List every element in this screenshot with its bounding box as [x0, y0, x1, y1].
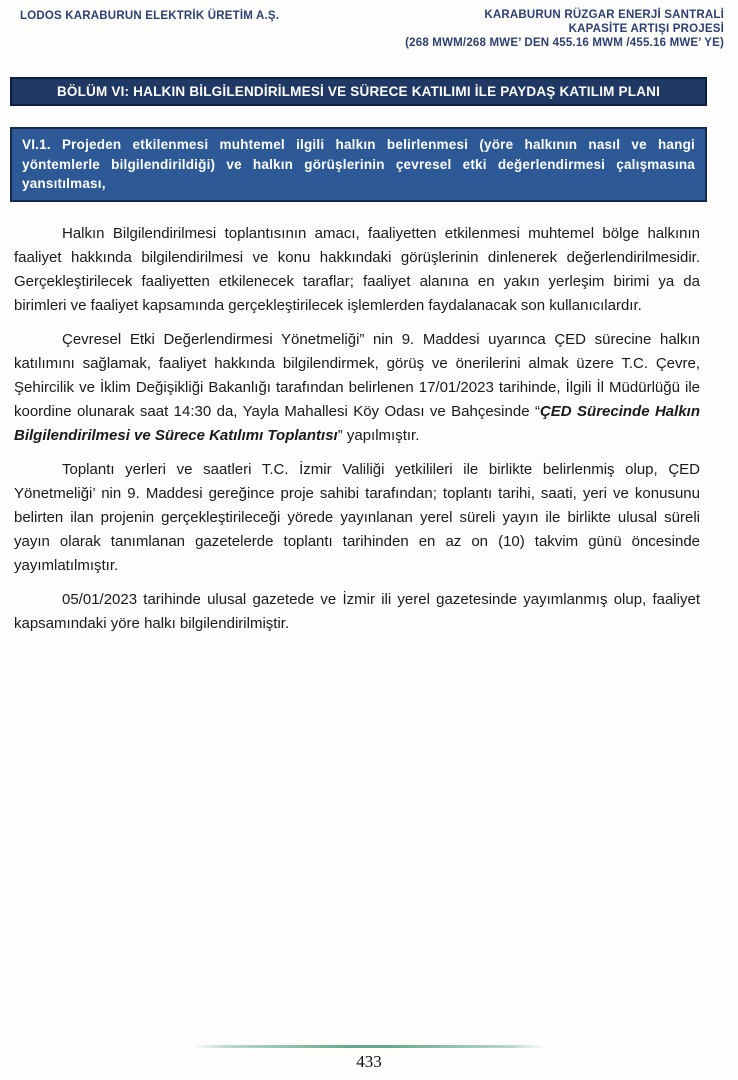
section-heading: VI.1. Projeden etkilenmesi muhtemel ilgili halkın belirlenmesi (yöre halkının nasıl ve hangi yöntemlerle bilgilendirildiği) ve halkın görüşlerinin çevresel etki değerlendirmesi çalışmasına yansıtılması,	[10, 127, 707, 202]
paragraph-2-closing: ” yapılmıştır.	[337, 426, 420, 444]
footer-divider-line	[193, 1045, 545, 1048]
header-project-line-3: (268 MWM/268 MWE’ DEN 455.16 MWM /455.16 MWE’ YE)	[405, 37, 724, 49]
header-project-line-1: KARABURUN RÜZGAR ENERJİ SANTRALİ	[484, 9, 724, 21]
paragraph-1: Halkın Bilgilendirilmesi toplantısının amacı, faaliyetten etkilenmesi muhtemel bölge halkının faaliyet hakkında bilgilendirilmesi ve konu hakkındaki görüşlerinin dinlenerek değerlendirilmesidir. Gerçekleştirilecek faaliyetten etkilenecek taraflar; faaliyet alanına en yakın yerleşim birimi ya da birimleri ve faaliyet kapsamında gerçekleştirilecek işlemlerden faydalanacak son kullanıcılardır.	[14, 224, 700, 314]
header-project-title	[405, 8, 724, 50]
paragraph-4: 05/01/2023 tarihinde ulusal gazetede ve İzmir ili yerel gazetesinde yayımlanmış olup, faaliyet kapsamındaki yöre halkı bilgilendirilmiştir.	[14, 590, 700, 632]
paragraph-2	[14, 328, 700, 448]
page-footer	[0, 1045, 738, 1072]
paragraph-2-text: Çevresel Etki Değerlendirmesi Yönetmeliği” nin 9. Maddesi uyarınca ÇED sürecine halkın katılımını sağlamak, faaliyet hakkında bilgilendirmek, görüş ve önerilerini almak üzere T.C. Çevre, Şehircilik ve İklim Değişikliği Bakanlığı tarafından belirlenen 17/01/2023 tarihinde, İlgili İl Müdürlüğü ile koordine olunarak saat 14:30 da, Yayla Mahallesi Köy Odası ve Bahçesinde “	[14, 330, 700, 420]
chapter-title-banner: BÖLÜM VI: HALKIN BİLGİLENDİRİLMESİ VE SÜRECE KATILIMI İLE PAYDAŞ KATILIM PLANI	[10, 77, 707, 106]
running-header	[0, 0, 738, 50]
header-company-name: LODOS KARABURUN ELEKTRİK ÜRETİM A.Ş.	[20, 10, 280, 22]
body-content	[0, 222, 738, 636]
paragraph-3: Toplantı yerleri ve saatleri T.C. İzmir Valiliği yetkilileri ile birlikte belirlenmiş olup, ÇED Yönetmeliği’ nin 9. Maddesi gereğince proje sahibi tarafından; toplantı tarihi, saati, yeri ve konusunu belirten ilan projenin gerçekleştirileceği yörede yayınlanan yerel süreli yayın ile birlikte ulusal süreli yayın olarak tanımlanan gazetelerde toplantı tarihinden en az on (10) takvim günü öncesinde yayımlatılmıştır.	[14, 460, 700, 574]
page-number: 433	[356, 1052, 382, 1071]
paragraph-2-meeting-name: ÇED Sürecinde Halkın Bilgilendirilmesi ve Sürece Katılımı Toplantısı	[14, 402, 700, 444]
header-project-line-2: KAPASİTE ARTIŞI PROJESİ	[568, 23, 724, 35]
